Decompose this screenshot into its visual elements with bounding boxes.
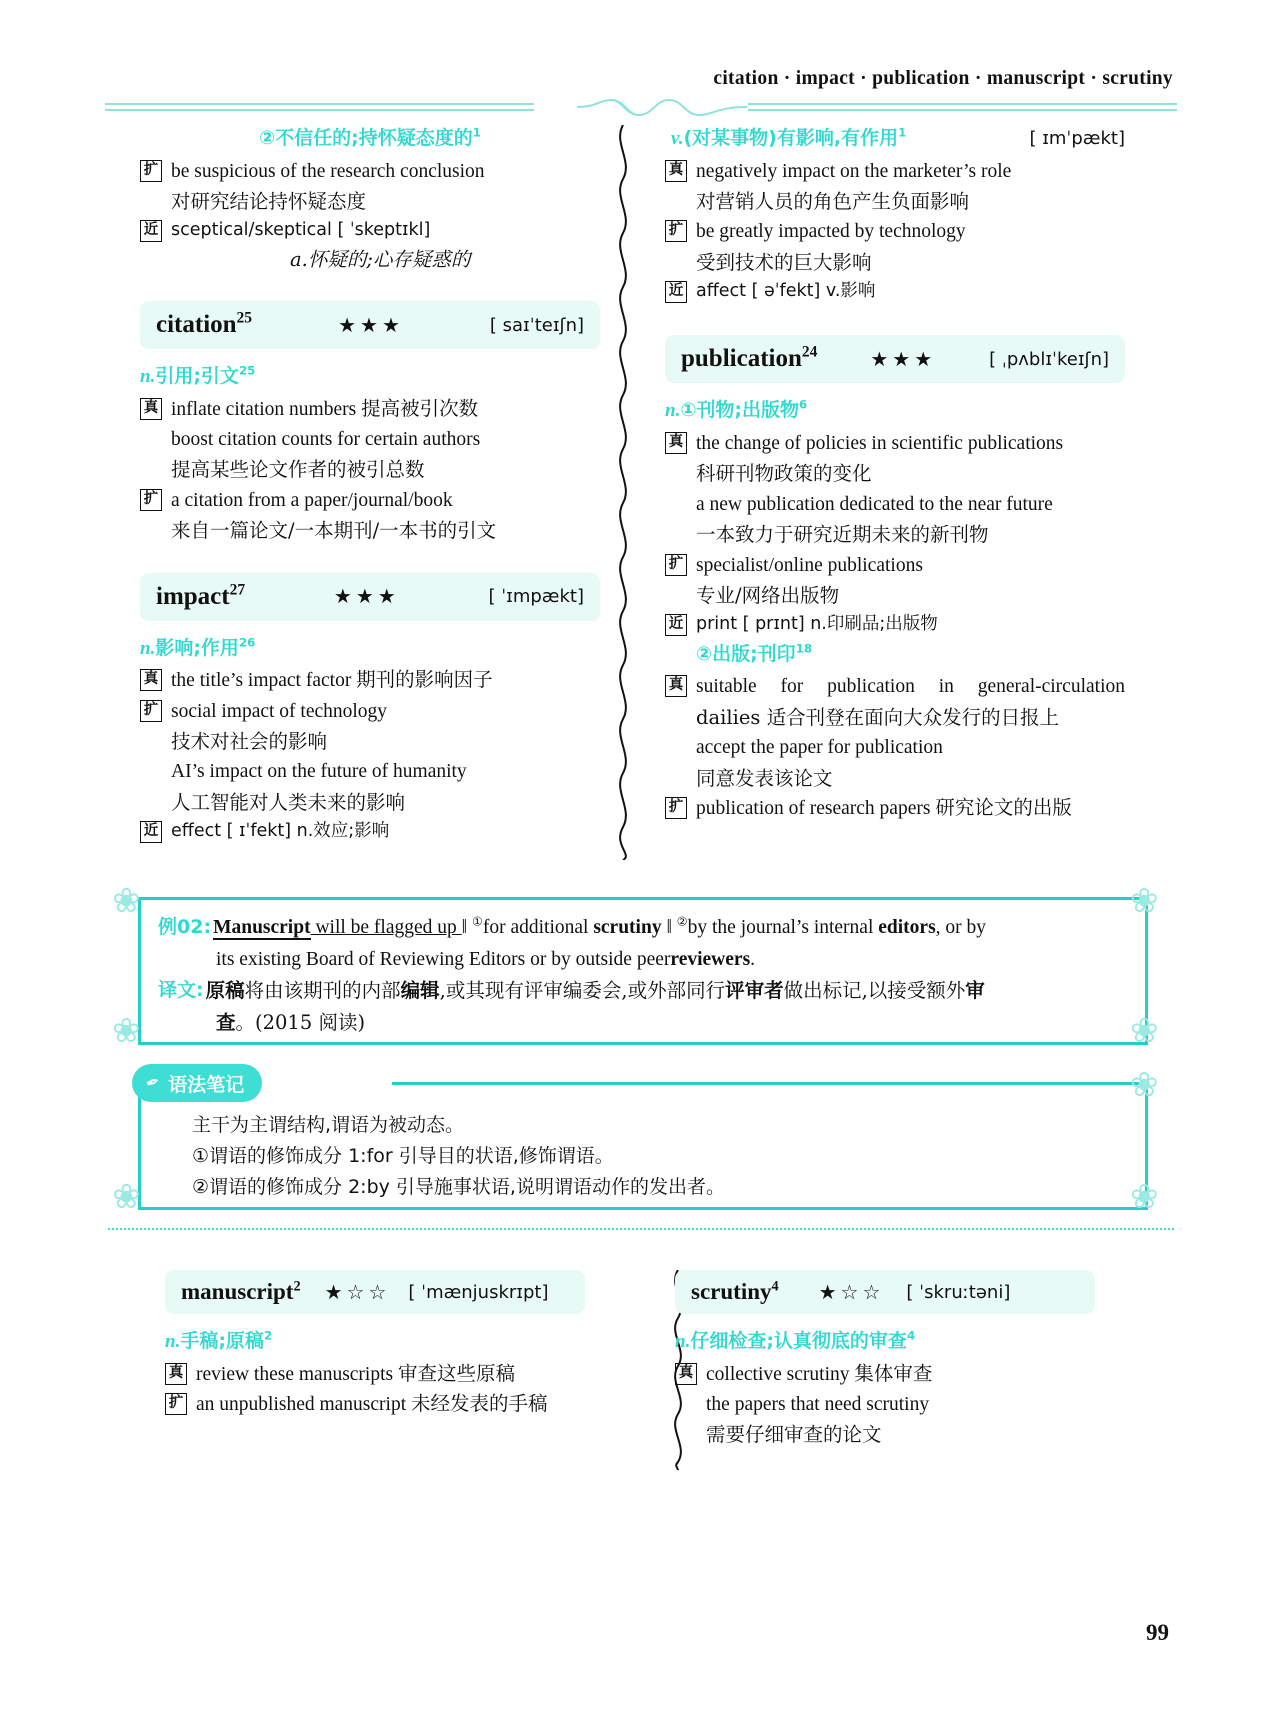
entry-line <box>140 666 600 696</box>
sense-body: ①刊物;出版物 <box>680 399 800 422</box>
sense-body: 引用;引文 <box>155 365 239 388</box>
tag-extend: 扩 <box>165 1393 187 1415</box>
wave-ornament-icon <box>577 98 747 118</box>
word-headword <box>156 311 252 339</box>
entry-line <box>665 217 1125 247</box>
entry-line-text: 对营销人员的角色产生负面影响 <box>696 189 970 213</box>
entry-line-text: 科研刊物政策的变化 <box>696 462 872 486</box>
entry-line <box>140 217 600 244</box>
word-headword <box>156 583 245 611</box>
sense-sup: 1 <box>898 125 907 140</box>
example-line2-text: its existing Board of Reviewing Editors or by outside peer <box>216 948 671 970</box>
tag-extend: 扩 <box>140 700 162 722</box>
sense-sup: 6 <box>799 398 808 413</box>
bottom-right-column <box>675 1262 1095 1451</box>
tag-real: 真 <box>140 398 162 420</box>
entry-line <box>140 697 600 727</box>
entry-line-text: suitable for publication in general-circulation <box>696 676 1125 698</box>
star-rating: ★☆☆ <box>818 1281 885 1304</box>
entry-line-text: 同意发表该论文 <box>696 766 833 790</box>
example-predicate: will be flagged up <box>310 917 462 938</box>
sense-heading-publication-1: n.①刊物;出版物$^6$ <box>665 398 808 422</box>
translation-seg-3: 做出标记,以接受额外 <box>783 979 966 1003</box>
entry-line <box>140 486 600 516</box>
sense-heading-manuscript: n.手稿;原稿$^2$ <box>165 1328 273 1352</box>
tag-real: 真 <box>165 1363 187 1385</box>
entry-line-text: accept the paper for publication <box>696 737 943 759</box>
example-inner <box>158 912 1138 1038</box>
entry-line-text: review these manuscripts 审查这些原稿 <box>196 1363 515 1385</box>
translation-line-2 <box>158 1007 1138 1039</box>
sense-sup: 4 <box>906 1328 916 1343</box>
entry-line-text: print [ prɪnt] n.印刷品;出版物 <box>696 614 938 635</box>
word-sup: 24 <box>801 344 818 362</box>
grammar-note-body <box>192 1110 1112 1202</box>
tag-extend: 扩 <box>665 220 687 242</box>
example-bar-1: ‖ <box>461 917 473 938</box>
entry-line <box>665 278 1125 305</box>
entry-line-text: inflate citation numbers 提高被引次数 <box>171 398 479 420</box>
corner-ornament-tr-icon: ❀ <box>1130 881 1159 921</box>
example-marker-1: ① <box>472 914 483 929</box>
tag-extend: 扩 <box>665 554 687 576</box>
word-text: publication <box>681 345 802 373</box>
entry-line-text: 专业/网络出版物 <box>696 584 840 608</box>
example-text-by: by the journal’s internal <box>687 917 879 938</box>
example-text-for: for additional <box>482 917 594 938</box>
sense-body: (对某事物)有影响,有作用 <box>683 127 899 149</box>
entry-line-text: sceptical/skeptical [ ˈskeptɪkl] <box>171 220 431 241</box>
sense-heading-citation: n.引用;引文$^{25}$ <box>140 363 256 388</box>
example-text-tail: , or by <box>935 917 987 938</box>
entry-line <box>665 157 1125 187</box>
sense-sup: 25 <box>238 363 256 378</box>
entry-line <box>140 818 600 845</box>
grammar-note-title: 语法笔记 <box>168 1073 245 1096</box>
entry-line-text: collective scrutiny 集体审查 <box>706 1363 933 1385</box>
column-divider-squiggle <box>610 125 636 860</box>
entry-line-text: a.怀疑的;心存疑惑的 <box>290 247 471 271</box>
entry-line-text: the change of policies in scientific publications <box>696 433 1064 455</box>
translation-line-1 <box>158 975 1138 1007</box>
word-sup: 25 <box>236 309 253 327</box>
translation-label-colon: : <box>196 979 204 1002</box>
translation-keyword-manuscript: 原稿 <box>205 979 245 1003</box>
sense-body: ②出版;刊印 <box>696 642 796 665</box>
phonetic: [ ˈmænjuskrɪpt] <box>408 1281 549 1303</box>
tag-real: 真 <box>675 1363 697 1385</box>
word-text: citation <box>156 311 237 339</box>
word-headword <box>181 1279 301 1305</box>
entry-line-text: an unpublished manuscript 未经发表的手稿 <box>196 1393 548 1415</box>
entry-line <box>165 1390 585 1420</box>
phonetic: [ ˈɪmpækt] <box>488 586 584 608</box>
example-keyword-reviewers: reviewers <box>670 948 751 970</box>
word-card-citation <box>140 301 600 349</box>
word-text: manuscript <box>181 1279 294 1304</box>
corner-ornament-br-icon: ❀ <box>1130 1011 1159 1051</box>
example-label <box>158 912 211 943</box>
translation-seg-1: 将由该期刊的内部 <box>244 979 401 1003</box>
entry-line-text: dailies 适合刊登在面向大众发行的日报上 <box>696 705 1060 729</box>
word-card-publication <box>665 335 1125 383</box>
entry-line-text: 需要仔细审查的论文 <box>706 1423 882 1447</box>
entry-line-text: 一本致力于研究近期未来的新刊物 <box>696 523 989 547</box>
tag-extend: 扩 <box>665 797 687 819</box>
phonetic: [ saɪˈteɪʃn] <box>489 314 584 336</box>
sense-sup: 2 <box>263 1328 273 1343</box>
star-rating: ★★★ <box>870 348 937 371</box>
section-separator <box>108 1228 1174 1230</box>
entry-line <box>140 157 600 187</box>
corner-ornament-bl-icon: ❀ <box>112 1011 141 1051</box>
tag-synonym: 近 <box>140 821 162 843</box>
translation-label <box>158 975 204 1006</box>
example-sentence-line-1 <box>158 912 1138 944</box>
entry-line-text: AI’s impact on the future of humanity <box>171 761 467 783</box>
translation-seg-2: ,或其现有评审编委会,或外部同行 <box>439 979 726 1003</box>
translation-label-text: 译文 <box>158 979 197 1002</box>
sense-text: ②不信任的;持怀疑态度的 <box>259 127 473 149</box>
entry-line-text: 提高某些论文作者的被引总数 <box>171 458 425 482</box>
entry-line-text: 来自一篇论文/一本期刊/一本书的引文 <box>171 519 497 543</box>
tag-extend: 扩 <box>140 489 162 511</box>
example-sentence <box>213 912 1138 944</box>
word-text: scrutiny <box>691 1279 772 1304</box>
bottom-left-column <box>165 1262 585 1420</box>
phonetic: [ ˈskruːtəni] <box>906 1281 1011 1303</box>
example-sentence-line-2 <box>158 944 1138 976</box>
right-column <box>665 125 1125 824</box>
star-rating: ★☆☆ <box>324 1281 391 1304</box>
tag-real: 真 <box>665 160 687 182</box>
entry-line-text: negatively impact on the marketer’s role <box>696 160 1012 182</box>
tag-synonym: 近 <box>665 614 687 636</box>
translation-keyword-scrutiny-1: 审 <box>965 979 985 1003</box>
example-marker-2: ② <box>676 914 688 929</box>
entry-line-text: boost citation counts for certain authors <box>171 429 481 451</box>
entry-line-text: affect [ əˈfekt] v.影响 <box>696 281 876 302</box>
phonetic: [ ɪmˈpækt] <box>1029 128 1125 149</box>
header-rule <box>105 100 1177 118</box>
star-rating: ★★★ <box>333 586 400 609</box>
entry-line <box>675 1360 1095 1390</box>
star-rating: ★★★ <box>338 314 404 337</box>
example-keyword-editors: editors <box>878 917 936 938</box>
word-sup: 4 <box>771 1278 779 1295</box>
entry-line-text: a new publication dedicated to the near future <box>696 493 1053 515</box>
entry-line <box>165 1360 585 1390</box>
entry-line <box>140 395 600 425</box>
translation-keyword-scrutiny-2: 查 <box>216 1010 236 1034</box>
entry-line <box>665 611 1125 638</box>
entry-line <box>665 551 1125 581</box>
sense-heading-impact: n.影响;作用$^{26}$ <box>140 635 256 659</box>
entry-line-text: specialist/online publications <box>696 554 923 576</box>
entry-line-text: publication of research papers 研究论文的出版 <box>696 797 1072 819</box>
entry-line-text: be greatly impacted by technology <box>696 221 966 243</box>
phonetic: [ ˌpʌblɪˈkeɪʃn] <box>989 348 1109 370</box>
word-headword <box>691 1279 779 1305</box>
page-number: 99 <box>1146 1620 1169 1645</box>
word-card-impact <box>140 573 600 621</box>
entry-line <box>665 672 1125 702</box>
word-text: impact <box>156 582 230 610</box>
tag-extend: 扩 <box>140 160 162 182</box>
entry-line-text: be suspicious of the research conclusion <box>171 160 485 182</box>
example-keyword-scrutiny: scrutiny <box>593 917 662 938</box>
grammar-note-line: ②谓语的修饰成分 2:by 引导施事状语,说明谓语动作的发出者。 <box>192 1175 725 1198</box>
entry-line-text: 人工智能对人类未来的影响 <box>171 790 406 814</box>
tag-synonym: 近 <box>140 220 162 242</box>
sense-heading-scrutiny: n.仔细检查;认真彻底的审查$^4$ <box>675 1328 916 1352</box>
tag-real: 真 <box>140 669 162 691</box>
example-box <box>112 881 1170 1051</box>
entry-line-text: 受到技术的巨大影响 <box>696 250 872 274</box>
translation-text <box>206 975 1138 1007</box>
sense-heading-publication-2 <box>665 641 1125 669</box>
entry-line-text: the title’s impact factor 期刊的影响因子 <box>171 670 493 692</box>
sense-sup: 18 <box>795 641 813 656</box>
running-head: citation · impact · publication · manuscript · scrutiny <box>713 68 1173 89</box>
entry-line-text: the papers that need scrutiny <box>706 1393 930 1415</box>
word-headword <box>681 345 817 373</box>
grammar-note-line: 主干为主谓结构,谓语为被动态。 <box>192 1114 465 1136</box>
word-card-scrutiny <box>675 1270 1095 1314</box>
sense-body: 影响;作用 <box>155 636 239 659</box>
example-bar-2: ‖ <box>661 917 677 938</box>
entry-line <box>665 794 1125 824</box>
example-line2-period: . <box>750 948 756 970</box>
sense-heading-suspicious <box>140 125 600 153</box>
entry-line-text: effect [ ɪˈfekt] n.效应;影响 <box>171 821 390 842</box>
sense-body: 仔细检查;认真彻底的审查 <box>690 1330 907 1352</box>
tag-real: 真 <box>665 432 687 454</box>
tag-real: 真 <box>665 675 687 697</box>
sense-sup: 26 <box>238 635 256 650</box>
entry-line-text: 技术对社会的影响 <box>171 730 328 753</box>
word-card-manuscript <box>165 1270 585 1314</box>
entry-line-text: a citation from a paper/journal/book <box>171 489 453 511</box>
entry-line <box>665 429 1125 459</box>
left-column <box>140 125 600 846</box>
tag-synonym: 近 <box>665 281 687 303</box>
word-sup: 27 <box>229 581 246 599</box>
sense-heading-impact-verb: v.(对某事物)有影响,有作用$^1$ <box>671 125 907 149</box>
translation-source: 。(2015 阅读) <box>235 1010 366 1034</box>
grammar-note-pill <box>132 1064 262 1102</box>
corner-ornament-tr-icon: ❀ <box>1130 1065 1159 1105</box>
entry-line-text: social impact of technology <box>171 700 388 722</box>
main-two-column-body <box>105 125 1177 870</box>
bottom-two-column-body <box>105 1262 1177 1482</box>
sense-sup: 1 <box>472 125 481 140</box>
grammar-note-box <box>112 1062 1170 1217</box>
pen-icon: ✒ <box>143 1071 164 1095</box>
example-label-colon: : <box>203 916 212 938</box>
word-sup: 2 <box>293 1278 301 1295</box>
corner-ornament-br-icon: ❀ <box>1130 1177 1159 1217</box>
sense-body: 手稿;原稿 <box>180 1330 264 1352</box>
corner-ornament-bl-icon: ❀ <box>112 1177 141 1217</box>
example-label-text: 例02 <box>158 916 204 938</box>
grammar-note-line: ①谓语的修饰成分 1:for 引导目的状语,修饰谓语。 <box>192 1144 614 1167</box>
corner-ornament-tl-icon: ❀ <box>112 881 141 921</box>
example-subject: Manuscript <box>213 917 311 938</box>
translation-keyword-editors: 编辑 <box>400 979 440 1003</box>
translation-keyword-reviewers: 评审者 <box>725 979 784 1003</box>
entry-line-text: 对研究结论持怀疑态度 <box>171 189 367 213</box>
